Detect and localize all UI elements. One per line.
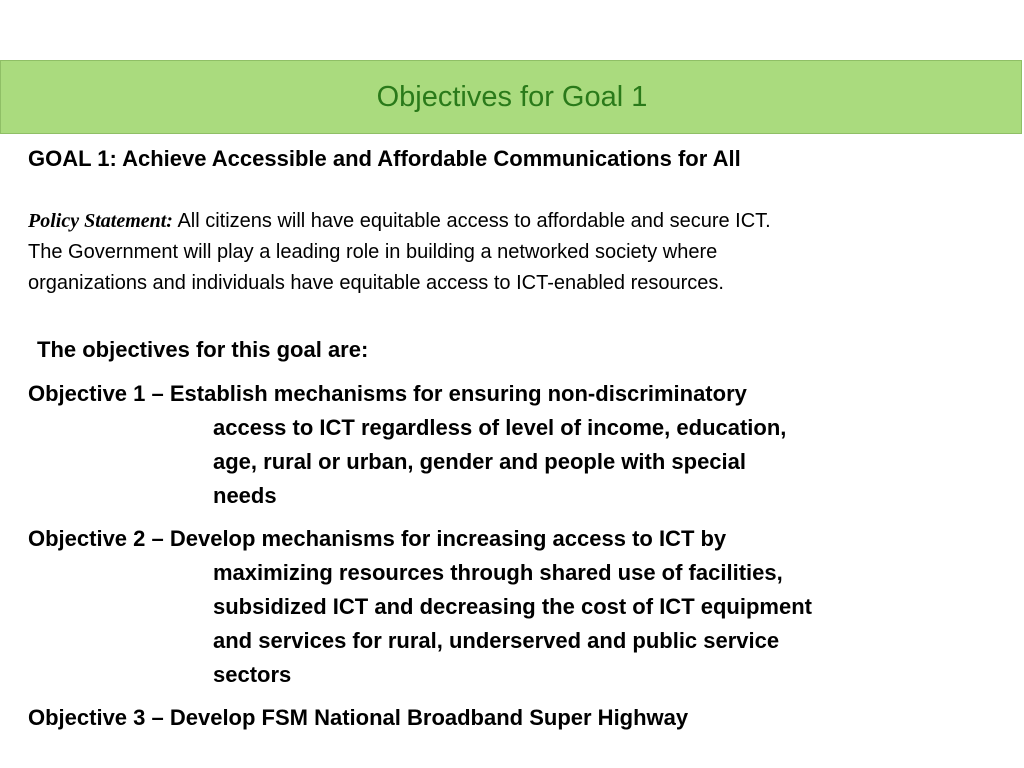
title-bar xyxy=(0,60,1022,134)
objective-line: Objective 3 – Develop FSM National Broadband Super Highway xyxy=(28,705,689,730)
objective-line: maximizing resources through shared use of facilities, xyxy=(213,560,783,585)
objective-line: age, rural or urban, gender and people with special xyxy=(213,449,747,474)
policy-statement xyxy=(28,206,1003,299)
objective-2 xyxy=(28,522,1003,692)
policy-line-2: The Government will play a leading role in building a networked society where xyxy=(28,241,718,263)
objectives-intro: The objectives for this goal are: xyxy=(37,337,369,362)
objective-line: Objective 1 – Establish mechanisms for ensuring non-discriminatory xyxy=(28,381,747,406)
goal-heading: GOAL 1: Achieve Accessible and Affordable Communications for All xyxy=(28,146,741,171)
objective-line: subsidized ICT and decreasing the cost of ICT equipment xyxy=(213,594,812,619)
objective-1 xyxy=(28,377,1003,513)
objective-line: and services for rural, underserved and public service xyxy=(213,628,780,653)
objective-line: needs xyxy=(213,483,277,508)
objective-3 xyxy=(28,701,1003,735)
policy-label: Policy Statement: xyxy=(28,210,173,232)
objective-line: Objective 2 – Develop mechanisms for increasing access to ICT by xyxy=(28,526,727,551)
policy-line-1: All citizens will have equitable access to affordable and secure ICT. xyxy=(172,210,771,232)
policy-line-3: organizations and individuals have equitable access to ICT-enabled resources. xyxy=(28,272,724,294)
objective-line: sectors xyxy=(213,662,292,687)
objective-line: access to ICT regardless of level of income, education, xyxy=(213,415,787,440)
slide-title: Objectives for Goal 1 xyxy=(376,80,648,113)
